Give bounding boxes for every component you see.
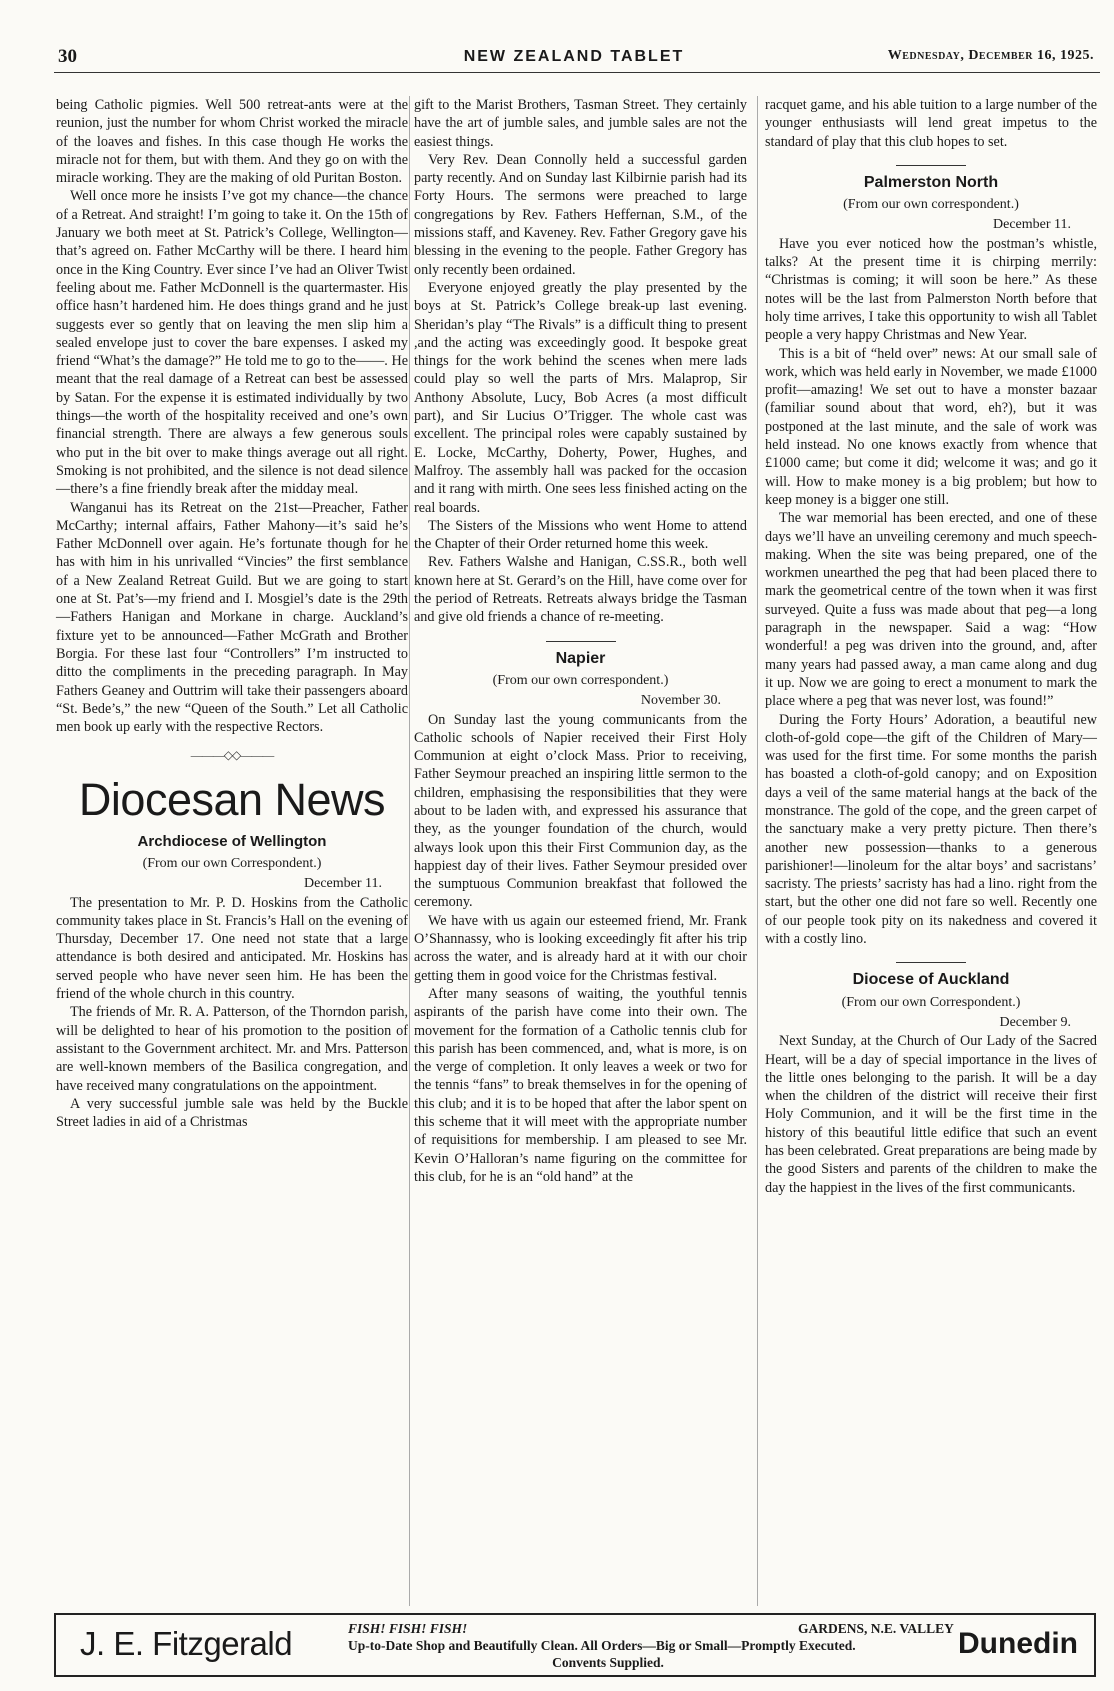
paragraph: Well once more he insists I’ve got my chance—the chance of a Retreat. And straight! I’m going to take it. On the 15th of January we both meet at St. Patrick’s College, Wellington—that’s agreed on. Father McCarthy will be there. I heard him once in the King Country. Ever since I’ve had an Oliver Twist feeling about me. Father McDonnell is the quartermaster. His office hasn’t hardened him. He does things grand and he just suggests ever so gently that on leaving the men slip him a sealed envelope just to cover the bare expenses. I asked my friend “What’s the damage?” He told me to go to the——. He meant that the real damage of a Retreat can best be assessed by Satan. For the expense it is estimated individually by two things—the worth of the hospitality received and one’s own financial strength. There are always a few generous souls who put in the bit over to make things average out all right. Smoking is not prohibited, and the silence is not dead silence—there’s a fine friendly break after the midday meal.	[56, 188, 408, 498]
paragraph: The Sisters of the Missions who went Home to attend the Chapter of their Order returned home this week.	[414, 517, 747, 553]
section-rule	[896, 165, 966, 166]
paragraph: Next Sunday, at the Church of Our Lady of the Sacred Heart, will be a day of special importance in the lives of the little ones belonging to the parish. It will be a day when the children of the district will receive their first Holy Communion, and it will be the first time in the history of this beautiful little edifice that such an event has been celebrated. Great preparations are being made by the good Sisters and parents of the children to make the day the happiest in the lives of the first communicants.	[765, 1033, 1097, 1196]
paragraph: The friends of Mr. R. A. Patterson, of the Thorndon parish, will be delighted to hear of his promotion to the position of assistant to the Government architect. Mr. and Mrs. Patterson are well-known members of the Basilica congregation, and have received many congratulations on the appointment.	[56, 1004, 408, 1094]
column-2	[414, 96, 747, 1186]
column-rule	[409, 96, 410, 1606]
page-header	[54, 44, 1094, 70]
dateline: December 11.	[304, 876, 382, 892]
paragraph: After many seasons of waiting, the youthful tennis aspirants of the parish have come into their own. The movement for the formation of a Catholic tennis club for this parish has been commenced, and, what is more, is on the verge of completion. It only leaves a week or two for the tennis “fans” to break themselves in for the opening of this club; and it is to be hoped that after the labor spent on this scheme that it will meet with the appropriate number of requisitions for membership. I am pleased to see Mr. Kevin O’Halloran’s name figuring on the committee for this club, for he is an “old hand” at the	[414, 985, 747, 1185]
paragraph: Very Rev. Dean Connolly held a successful garden party recently. And on Sunday last Kilbirnie parish had its Forty Hours. The sermons were preached to large congregations by Rev. Fathers Heffernan, S.M., of the missions staff, and Kaveney. Rev. Father Gregory gave his blessing in the evening to the people. Father Gregory has only recently been ordained.	[414, 151, 747, 278]
dateline: November 30.	[640, 693, 721, 709]
paragraph: A very successful jumble sale was held by the Buckle Street ladies in aid of a Christmas	[56, 1095, 408, 1131]
advert-body	[348, 1620, 1028, 1671]
paragraph: Rev. Fathers Walshe and Hanigan, C.SS.R., both well known here at St. Gerard’s on the Hill, have come over for the period of Retreats. Retreats always bridge the Tasman and give old friends a chance of re-meeting.	[414, 554, 747, 626]
paragraph: Everyone enjoyed greatly the play presented by the boys at St. Patrick’s College break-up last evening. Sheridan’s play “The Rivals” is a difficult thing to present ,and the acting was exceedingly good. It bespoke great things for the work behind the scenes when mere lads could play so well the parts of Mrs. Malaprop, Sir Anthony Absolute, Lucy, Bob Acres (a most difficult part), and Sir Lucius O’Trigger. The whole cast was excellent. The principal roles were capably sustained by E. Locke, McCarthy, Doherty, Power, Hughes, and Malfroy. The assembly hall was packed for the occasion and it rang with mirth. One sees less finished acting on the real boards.	[414, 279, 747, 516]
paragraph: On Sunday last the young communicants from the Catholic schools of Napier received their First Holy Communion at eight o’clock Mass. Prior to receiving, Father Seymour preached an inspiring little sermon to the children, emphasising the responsibilities that they were about to be laden with, and expressed his assurance that they, as the younger foundation of the church, would always look upon this their First Communion day, as the happiest day of their lives. Father Seymour presided over the sumptuous Communion breakfast that followed the ceremony.	[414, 711, 747, 911]
paragraph: racquet game, and his able tuition to a large number of the younger enthusiasts will lend great impetus to the standard of play that this club hopes to set.	[765, 97, 1097, 150]
advert-line: Convents Supplied.	[552, 1655, 664, 1670]
correspondent-line: (From our own correspondent.)	[492, 672, 669, 688]
paragraph: The presentation to Mr. P. D. Hoskins from the Catholic community takes place in St. Francis’s Hall on the evening of Thursday, December 17. One need not state that a large attendance is both desired and anticipated. Mr. Hoskins has served people who have never seen him. He has been the friend of the whole church in this country.	[56, 894, 408, 1003]
ornament-divider: ———◇◇———	[190, 748, 274, 763]
dateline: December 11.	[993, 217, 1071, 233]
paragraph: The war memorial has been erected, and one of these days we’ll have an unveiling ceremony and much speech-making. When the site was being prepared, one of the workmen unearthed the peg that had been placed there to mark the geometrical centre of the town when it was first surveyed. Quite a fuss was made about that peg—a long paragraph in the newspaper. Said a wag: “How wonderful! a peg was driven into the ground, and, after many years had passed away, a man came along and dug it up. Now we are going to erect a monument to mark the place where a peg that was never lost, was found!”	[765, 510, 1097, 710]
paragraph: We have with us again our esteemed friend, Mr. Frank O’Shannassy, who is looking exceedingly fit after his trip across the water, and is already hard at it with our choir getting them in good voice for the Christmas festival.	[414, 912, 747, 984]
paragraph: During the Forty Hours’ Adoration, a beautiful new cloth-of-gold cope—the gift of the Children of Mary—was used for the first time. For some months the parish has boasted a cloth-of-gold canopy; and on Exposition days a veil of the same material hangs at the back of the monstrance. The gold of the cope, and the green carpet of the sanctuary make a very pretty picture. Then there’s another new possession—thanks to a generous parishioner!—linoleum for the altar boys’ and sacristans’ sacristy. The priests’ sacristy has had a lino. right from the start, but the other one did not fare so well. Recently one of our people took pity on its nakedness and covered it with a costly lino.	[765, 711, 1097, 948]
correspondent-line: (From our own Correspondent.)	[142, 855, 322, 871]
advert-city: Dunedin	[958, 1627, 1078, 1660]
section-rule	[896, 962, 966, 963]
advert-fish: FISH! FISH! FISH!	[348, 1621, 468, 1636]
column-rule	[757, 96, 758, 1606]
section-heading: Palmerston North	[863, 173, 999, 191]
advert-location: GARDENS, N.E. VALLEY	[798, 1621, 954, 1636]
header-rule	[54, 72, 1100, 73]
paragraph: This is a bit of “held over” news: At our small sale of work, which was held early in November, we made £1000 profit—amazing! We set out to have a monster bazaar (familiar sound about that word, eh?), but it was postponed at the last minute, and the sale of work was held instead. No one knows exactly from whence that £1000 came; but come it did; welcome it was; and go it will. How to make money is a big problem; but how to keep money is a bigger one still.	[765, 345, 1097, 508]
advertiser-name: J. E. Fitzgerald	[80, 1625, 293, 1662]
page-number: 30	[58, 46, 77, 67]
masthead: NEW ZEALAND TABLET	[463, 48, 685, 65]
paragraph: Have you ever noticed how the postman’s whistle, talks? At the present time it is chirping merrily: “Christmas is coming; it will soon be here.” As these notes will be the last from Palmerston North before that holy time arrives, I take this opportunity to wish all Tablet people a very happy Christmas and New Year.	[765, 235, 1097, 344]
section-heading: Archdiocese of Wellington	[137, 832, 327, 850]
advert-line: Up-to-Date Shop and Beautifully Clean. All Orders—Big or Small—Promptly Executed.	[348, 1638, 856, 1653]
paragraph: gift to the Marist Brothers, Tasman Street. They certainly have the art of jumble sales, and jumble sales are not the easiest things.	[414, 97, 747, 150]
section-heading: Diocese of Auckland	[852, 971, 1010, 989]
paragraph: being Catholic pigmies. Well 500 retreat-ants were at the reunion, just the number for whom Christ worked the miracle of the loaves and fishes. In this case though He works the miracle not for them, but with them. And they go on with the miracle working. They are the making of old Puritan Boston.	[56, 97, 408, 187]
column-1	[56, 96, 408, 1131]
correspondent-line: (From our own Correspondent.)	[841, 994, 1021, 1010]
section-title: Diocesan News	[78, 773, 386, 825]
section-heading: Napier	[555, 649, 606, 667]
correspondent-line: (From our own correspondent.)	[843, 197, 1019, 213]
issue-date: Wednesday, December 16, 1925.	[887, 48, 1094, 63]
section-rule	[546, 641, 616, 642]
column-3	[765, 96, 1097, 1197]
paragraph: Wanganui has its Retreat on the 21st—Preacher, Father McCarthy; internal affairs, Father Mahony—it’s said he’s Father McDonnell over again. He’s fortunate though for he has with him in his unrivalled “Vincies” the first semblance of a New Zealand Retreat Guild. But we are going to start one at St. Pat’s—my friend and I. Mosgiel’s date is the 29th—Fathers Hanigan and Morkane in charge. Auckland’s fixture yet to be announced—Father McGrath and Brother Borgia. For these last four “Controllers” I’m instructed to ditto the compliments in the preceding paragraph. In May Fathers Geaney and Outtrim will take their passengers aboard “St. Bede’s,” the new “Queen of the South.” Let all Catholic men book up early with the respective Rectors.	[56, 499, 408, 736]
dateline: December 9.	[999, 1014, 1071, 1030]
advertisement	[54, 1613, 1096, 1677]
